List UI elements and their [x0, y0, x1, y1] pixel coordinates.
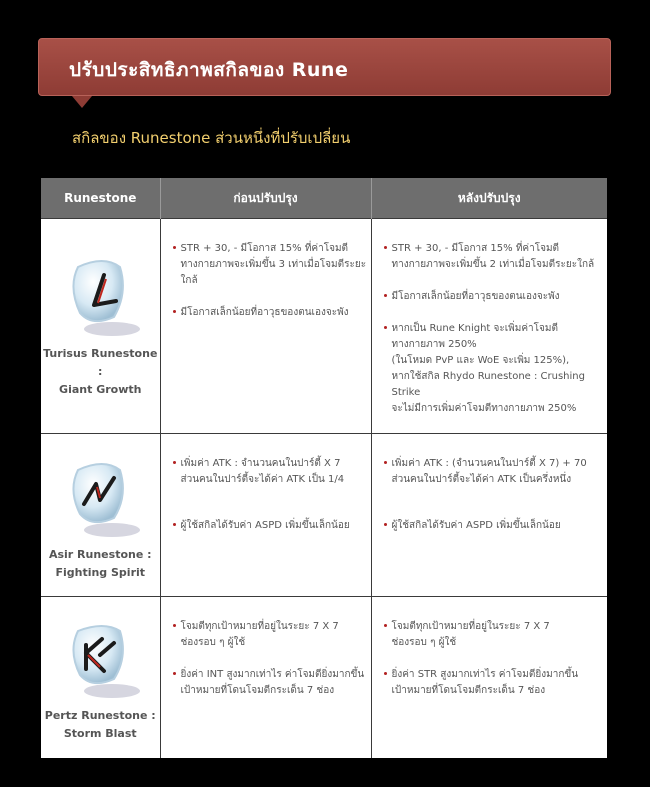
list-item: หากเป็น Rune Knight จะเพิ่มค่าโจมตี ทางกายภาพ 250% (ในโหมด PvP และ WoE จะเพิ่ม 125%), หากใช้สกิล Rhydo Runestone : Crushing Strike จะไม่มีการเพิ่มค่าโจมตีทางกายภาพ 250%	[384, 321, 604, 417]
after-cell	[371, 597, 607, 759]
list-item: มีโอกาสเล็กน้อยที่อาวุธของตนเองจะพัง	[173, 305, 367, 321]
rune-cell	[41, 597, 160, 759]
list-item: มีโอกาสเล็กน้อยที่อาวุธของตนเองจะพัง	[384, 289, 604, 305]
table-header-row	[41, 178, 607, 219]
after-cell	[371, 219, 607, 434]
table-row-turisus	[41, 219, 607, 434]
table-row-asir	[41, 434, 607, 597]
rune-cell	[41, 219, 160, 434]
rune-stone-icon	[60, 253, 140, 341]
list-item: โจมตีทุกเป้าหมายที่อยู่ในระยะ 7 X 7 ช่องรอบ ๆ ผู้ใช้	[384, 619, 604, 651]
rune-cell	[41, 434, 160, 597]
rune-stone-icon	[60, 456, 140, 542]
list-item: ยิ่งค่า INT สูงมากเท่าไร ค่าโจมตียิ่งมากขึ้น เป้าหมายที่โดนโจมตีกระเด็น 7 ช่อง	[173, 667, 367, 699]
column-header-before: ก่อนปรับปรุง	[160, 178, 371, 219]
list-item: STR + 30, - มีโอกาส 15% ที่ค่าโจมตี ทางกายภาพจะเพิ่มขึ้น 2 เท่าเมื่อโจมตีระยะใกล้	[384, 241, 604, 273]
list-item: ผู้ใช้สกิลได้รับค่า ASPD เพิ่มขึ้นเล็กน้อย	[384, 518, 604, 534]
page-title: ปรับประสิทธิภาพสกิลของ Rune	[69, 59, 349, 81]
page-subtitle: สกิลของ Runestone ส่วนหนึ่งที่ปรับเปลี่ยน	[72, 129, 351, 147]
title-banner	[38, 38, 611, 96]
column-header-runestone: Runestone	[41, 178, 160, 219]
rune-name: Pertz Runestone : Storm Blast	[44, 709, 156, 740]
before-cell	[160, 597, 371, 759]
banner-pointer	[72, 96, 92, 108]
list-item: ผู้ใช้สกิลได้รับค่า ASPD เพิ่มขึ้นเล็กน้อย	[173, 518, 367, 534]
rune-comparison-table	[41, 178, 607, 758]
after-cell	[371, 434, 607, 597]
rune-stone-icon	[60, 619, 140, 703]
column-header-after: หลังปรับปรุง	[371, 178, 607, 219]
list-item: เพิ่มค่า ATK : จำนวนคนในปาร์ตี้ X 7 ส่วนคนในปาร์ตี้จะได้ค่า ATK เป็น 1/4	[173, 456, 367, 488]
list-item: เพิ่มค่า ATK : (จำนวนคนในปาร์ตี้ X 7) + 70 ส่วนคนในปาร์ตี้จะได้ค่า ATK เป็นครึ่งหนึ่ง	[384, 456, 604, 488]
before-cell	[160, 434, 371, 597]
list-item: STR + 30, - มีโอกาส 15% ที่ค่าโจมตี ทางกายภาพจะเพิ่มขึ้น 3 เท่าเมื่อโจมตีระยะใกล้	[173, 241, 367, 289]
table-row-pertz	[41, 597, 607, 759]
rune-name: Turisus Runestone : Giant Growth	[43, 347, 158, 396]
list-item: ยิ่งค่า STR สูงมากเท่าไร ค่าโจมตียิ่งมากขึ้น เป้าหมายที่โดนโจมตีกระเด็น 7 ช่อง	[384, 667, 604, 699]
list-item: โจมตีทุกเป้าหมายที่อยู่ในระยะ 7 X 7 ช่องรอบ ๆ ผู้ใช้	[173, 619, 367, 651]
rune-name: Asir Runestone : Fighting Spirit	[48, 548, 152, 579]
before-cell	[160, 219, 371, 434]
